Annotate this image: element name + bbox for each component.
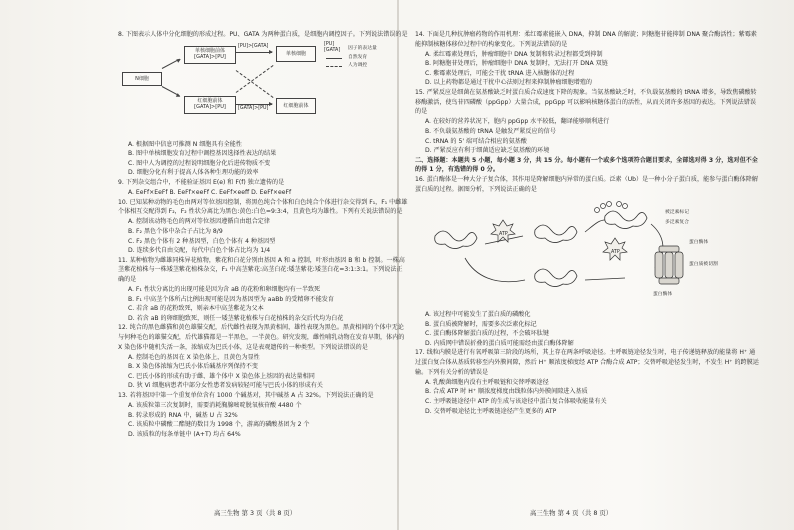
question-12: 12. 纯合的黑色雌猫和黄色雄猫交配，后代雌性表现为黑黄相间，雄性表现为黑色。黑黄相间的个体中无论与何种毛色的雄猫交配，后代雄猫都是一半黑色，一半黄色。研究发现，雌性哺乳动物在发育早期，体内的 X 染色体中随机失活一条，浓缩成为巴氏小体，这是表观遗传的一种类型。下列说法错误的是 bbox=[118, 324, 405, 351]
right-column bbox=[415, 30, 760, 416]
q17-option-a: A. 乳酸菌细胞内没有主呼吸链和交替呼吸途径 bbox=[425, 378, 549, 386]
arrow-natural-bottom bbox=[236, 104, 272, 105]
question-16: 16. 蛋白酶体是一种大分子复合体，其作用是降解细胞内异常的蛋白质。泛素（Ub）是一种小分子蛋白质，能参与蛋白酶体降解蛋白质的过程。据图分析，下列说法正确的是 bbox=[415, 175, 758, 193]
diagram-legend bbox=[324, 41, 404, 68]
legend-pu: [PU] bbox=[324, 41, 335, 47]
atp-label-1: ATP bbox=[499, 232, 508, 238]
question-8: 8. 下图表示人体中分化细胞的形成过程。PU、GATA 为两种蛋白质，是细胞内调控因子。下列说法错误的是 bbox=[118, 31, 408, 38]
q13-option-d: D. 该质粒的每条单链中 (A+T) 均占 64% bbox=[128, 430, 241, 438]
question-9: 9. 下列杂交组合中，不能验证基因 E(e) 和 F(f) 独立遗传的是 bbox=[118, 178, 285, 186]
red-precursor-label: 红细胞前体 bbox=[197, 97, 223, 104]
q14-option-c: C. 紫霉素处理后，可能会干扰 tRNA 进入核糖体的过程 bbox=[425, 69, 575, 77]
label-protein-cut: 蛋白质被切割 bbox=[689, 262, 718, 268]
bottom-ratio-label: [GATA]>[PU] bbox=[238, 105, 269, 111]
q11-option-b: B. F₁ 中高茎个体所占比例出现可能是因为基因型为 aaBb 的受精卵不能发育 bbox=[128, 295, 334, 303]
arrow-to-red bbox=[162, 86, 180, 96]
legend-solid-line bbox=[326, 58, 342, 59]
label-ub-marked: 被泛素标记 bbox=[665, 210, 689, 216]
q8-option-d: D. 细胞分化有利于提高人体各种生理功能的效率 bbox=[128, 169, 259, 177]
question-11: 11. 某种植物为雌雄同株异花植物，紫花和白花分别由基因 A 和 a 控制，叶形由基因 B 和 b 控制。一株高茎紫花植株与一株矮茎紫花植株杂交，F₁ 中高茎紫花:高茎白花:矮茎紫花:矮茎白花=3:1:3:1。下列说法正确的是 bbox=[118, 256, 405, 283]
n-cell-box: N细胞 bbox=[122, 72, 162, 86]
q16-option-c: C. 蛋白酶体降解蛋白质的过程，不会破坏肽键 bbox=[425, 330, 549, 338]
q17-option-b: B. 合成 ATP 时 H⁺ 顺浓度梯度由线粒体内外膜间隙进入基质 bbox=[425, 388, 588, 396]
q14-option-d: D. 以上药物都是通过干扰中心法则过程来抑制肿瘤细胞增殖的 bbox=[425, 79, 593, 87]
left-column bbox=[118, 30, 408, 440]
cross-arrow-1 bbox=[236, 70, 274, 98]
q13-option-a: A. 该质粒第三次复制时，需要消耗胸腺嘧啶脱氧核苷酸 4480 个 bbox=[128, 402, 302, 410]
q8-option-a: A. 根据图中信息可推测 N 细胞具有全能性 bbox=[128, 140, 242, 148]
q11-option-c: C. 若含 aB 的花粉致死，则亲本中高茎紫花为父本 bbox=[128, 305, 264, 313]
q12-option-b: B. X 染色体浓缩为巴氏小体后碱基序列保持不变 bbox=[128, 363, 258, 371]
footer-page-3: 高三生物 第 3 页（共 8 页） bbox=[214, 509, 297, 517]
question-10: 10. 已知某种动物的毛色由两对等位基因控制，将黑色纯合个体和白色纯合个体进行杂交得到 F₁，F₁ 中雌雄个体相互交配得到 F₂，F₂ 性状分离比为黑色:黄色:白色=9:3:4，且黄色均为雄性。下列有关说法错误的是 bbox=[118, 198, 408, 216]
question-17: 17. 线粒内膜是进行有氧呼吸第三阶段的场所，其上存在两条呼吸途径。主呼吸链途径发生时，电子传递链释放的能量将 H⁺ 通过蛋白复合体从基质转移至内外膜间隙，然后 H⁺ 顺浓度梯度经 ATP 合酶合成 ATP；交替呼吸途径发生时，不发生 H⁺ 的跨膜运输。下列有关分析的错误是 bbox=[415, 349, 759, 376]
mono-cell-box: 单核细胞 bbox=[276, 46, 316, 62]
proteasome-drawing bbox=[415, 196, 745, 308]
top-ratio-label: [PU]>[GATA] bbox=[238, 43, 269, 49]
arrow-to-mono bbox=[162, 58, 180, 68]
q16-option-d: D. 内质网中错误折叠的蛋白质可能需经由蛋白酶体降解 bbox=[425, 339, 574, 347]
q15-option-a: A. 在较好的营养状况下，胞内 ppGpp 水平较低，翻译能够顺利进行 bbox=[425, 118, 610, 126]
question-15: 15. 严紧反应是细菌在氨基酸缺乏时蛋白质合成速度下降的现象。当氨基酸缺乏时，不负载氨基酸的 tRNA 增多，导致焦磷酸转移酶激活，使鸟苷四磷酸（ppGpp）大量合成，ppGpp 可以影响核糖体蛋白的活性，从而关闭许多基因的表达。下列说法错误的是 bbox=[415, 89, 757, 116]
q15-option-c: C. tRNA 的 5' 端可结合相应的氨基酸 bbox=[425, 137, 527, 145]
q12-option-c: C. 巴氏小体的形成有助于雌、雄个体中 X 染色体上基因的表达量相同 bbox=[128, 372, 315, 380]
red-cell-box: 红细胞前体 bbox=[276, 98, 316, 114]
legend-expression: 因子的表达量 bbox=[348, 45, 377, 51]
cross-arrow-2 bbox=[236, 65, 274, 93]
red-precursor-box bbox=[184, 96, 236, 114]
q12-option-a: A. 控制毛色的基因在 X 染色体上，且黄色为显性 bbox=[128, 353, 260, 361]
q17-option-d: D. 交替呼吸途径比主呼吸链途径产生更多的 ATP bbox=[425, 407, 557, 415]
q17-option-c: C. 主呼吸链途径中 ATP 的生成与该途径中蛋白复合体吸收能量有关 bbox=[425, 397, 607, 405]
q14-option-b: B. 阿糖胞苷处理后，肿瘤细胞中 DNA 复制时，无法打开 DNA 双链 bbox=[425, 60, 608, 68]
q11-option-a: A. F₁ 性状分离比的出现可能是因为含 aB 的花粉和卵细胞均有一半致死 bbox=[128, 286, 321, 293]
red-precursor-ratio: [GATA]>[PU] bbox=[194, 104, 226, 111]
label-proteasome-bottom: 蛋白酶体 bbox=[653, 292, 673, 298]
mono-precursor-box bbox=[184, 46, 236, 64]
section-2-heading: 二、选择题：本题共 5 小题，每小题 3 分，共 15 分。每小题有一个或多个选项符合题目要求，全部选对得 3 分，选对但不全的得 1 分，有选错的得 0 分。 bbox=[415, 156, 758, 174]
q16-option-b: B. 蛋白质被降解时，需要多次泛素化标记 bbox=[425, 320, 537, 328]
q8-option-c: C. 图中人为调控的过程说明细胞分化后进传物质不变 bbox=[128, 159, 271, 167]
q10-option-d: D. 连续多代自由交配，每代中白色个体占比均为 1/4 bbox=[128, 247, 271, 255]
q10-option-a: A. 控制该动物毛色的两对等位基因遵循自由组合定律 bbox=[128, 218, 270, 226]
label-proteasome-top: 蛋白酶体 bbox=[689, 240, 709, 246]
question-14: 14. 下面是几种抗肿瘤药物的作用机理：柔红霉素能嵌入 DNA，抑制 DNA 的解旋；阿糖胞苷能抑制 DNA 聚合酶活性；紫霉素能抑制核糖体移位过程中的构象变化。下列说法错误的是 bbox=[415, 31, 757, 48]
q13-option-b: B. 转录形成的 RNA 中，碱基 U 占 32% bbox=[128, 411, 238, 419]
legend-natural: 自然发育 bbox=[348, 54, 368, 60]
mono-precursor-label: 单核细胞前体 bbox=[194, 47, 225, 54]
legend-dashed-line bbox=[326, 66, 342, 67]
legend-gata: [GATA] bbox=[324, 48, 341, 53]
footer-page-4: 高三生物 第 4 页（共 8 页） bbox=[530, 509, 613, 517]
q9-options: A. EeFf×EeFf B. EeFf×eeFf C. EeFf×eeff D. EeFf×eeFf bbox=[128, 189, 292, 197]
q14-option-a: A. 柔红霉素处理后，肿瘤细胞中 DNA 复制和转录过程都受到抑制 bbox=[425, 50, 603, 58]
label-multi-ub: 多泛素复合 bbox=[665, 220, 689, 226]
cell-differentiation-diagram bbox=[118, 42, 408, 137]
atp-label-2: ATP bbox=[611, 250, 620, 256]
q15-option-b: B. 不负载氨基酸的 tRNA 是触发严紧反应的信号 bbox=[425, 127, 556, 135]
q8-option-b: B. 图中单核细胞发育过程中调控基因选择性表达的结果 bbox=[128, 150, 277, 158]
question-13: 13. 若将基因中第一个重复单位含有 1000 个碱基对，其中碱基 A 占 32%。下列说法正确的是 bbox=[118, 392, 374, 400]
q11-option-d: D. 若含 aB 的卵细胞致死，则任一矮茎紫花植株与白花植株的杂交后代均为白花 bbox=[128, 314, 344, 322]
proteasome-figure bbox=[415, 196, 760, 308]
q15-option-d: D. 严紧反应有利于细菌适应缺乏氨基酸的环境 bbox=[425, 147, 550, 155]
q10-option-b: B. F₂ 黑色个体中杂合子占比为 8/9 bbox=[128, 227, 223, 235]
q16-option-a: A. 该过程中可能发生了蛋白质的磷酸化 bbox=[425, 311, 531, 319]
arrow-natural-top bbox=[236, 52, 272, 53]
mono-precursor-ratio: [GATA]>[PU] bbox=[194, 54, 226, 61]
legend-human: 人为调控 bbox=[348, 62, 368, 68]
q10-option-c: C. F₂ 黑色个体有 2 种基因型，白色个体有 4 种基因型 bbox=[128, 237, 276, 245]
q13-option-c: C. 该质粒中磷酸二酯键的数目为 1998 个，游离的磷酸基团为 2 个 bbox=[128, 421, 310, 429]
q12-option-d: D. 狄 Vi 细胞病患者中部分女性患者发病较轻可能与巴氏小体的形成有关 bbox=[128, 382, 323, 390]
